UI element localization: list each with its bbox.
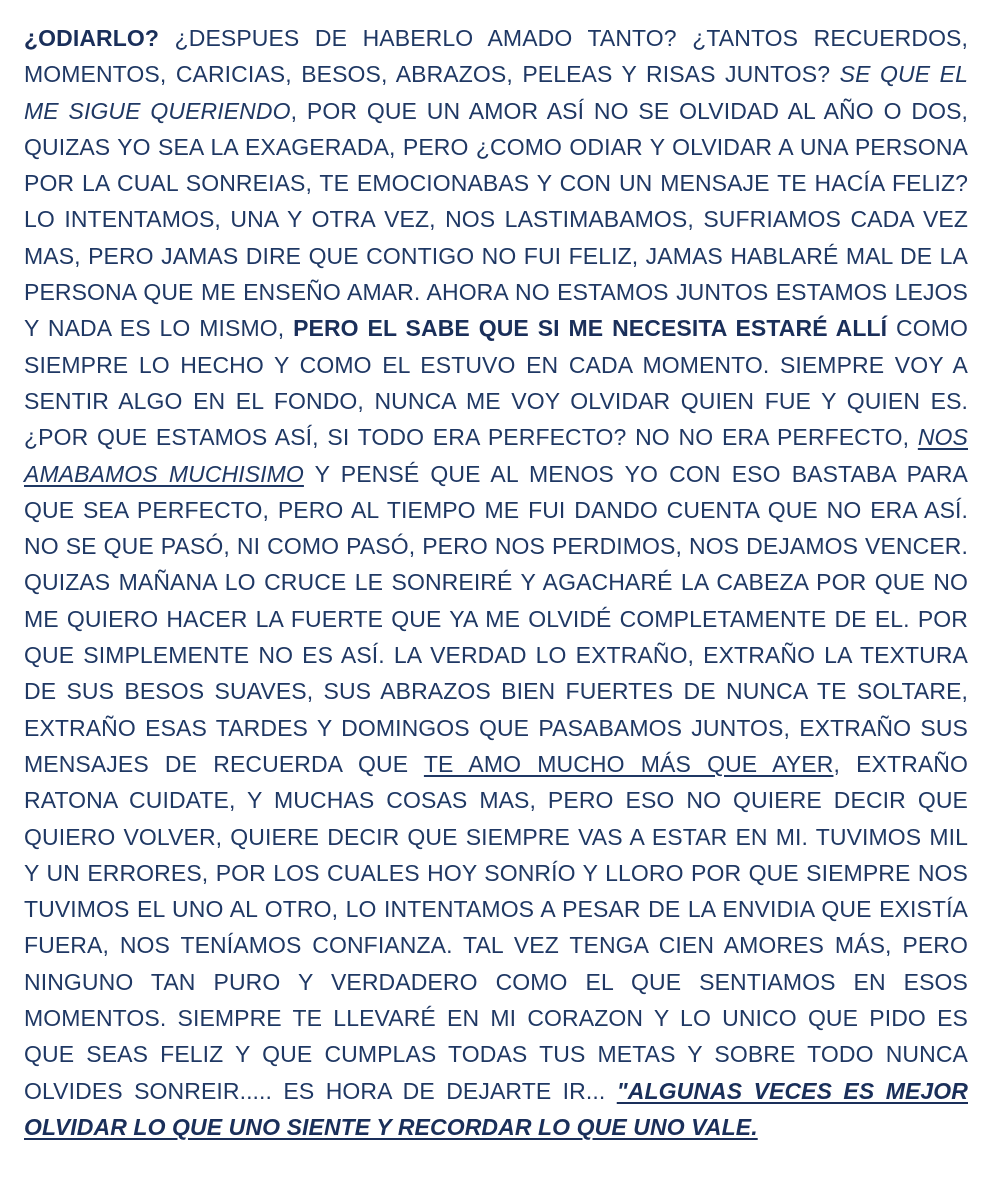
body-paragraph bbox=[24, 20, 968, 1145]
text-segment: , POR QUE UN AMOR ASÍ NO SE OLVIDAD AL AÑO O DOS, QUIZAS YO SEA LA EXAGERADA, PERO ¿COMO ODIAR Y OLVIDAR A UNA PERSONA POR LA CUAL SONREIAS, TE EMOCIONABAS Y CON UN MENSAJE TE HACÍA FELIZ? LO INTENTAMOS, UNA Y OTRA VEZ, NOS LASTIMABAMOS, SUFRIAMOS CADA VEZ MAS, PERO JAMAS DIRE QUE CONTIGO NO FUI FELIZ, JAMAS HABLARÉ MAL DE LA PERSONA QUE ME ENSEÑO AMAR. AHORA NO ESTAMOS JUNTOS ESTAMOS LEJOS Y NADA ES LO MISMO, bbox=[24, 97, 968, 342]
bold-phrase: PERO EL SABE QUE SI ME NECESITA ESTARÉ ALLÍ bbox=[293, 315, 888, 342]
text-segment: ¿DESPUES DE HABERLO AMADO TANTO? ¿TANTOS RECUERDOS, MOMENTOS, CARICIAS, BESOS, ABRAZOS, PELEAS Y RISAS JUNTOS? bbox=[24, 25, 968, 88]
document-page bbox=[24, 20, 968, 1180]
text-segment: Y PENSÉ QUE AL MENOS YO CON ESO BASTABA PARA QUE SEA PERFECTO, PERO AL TIEMPO ME FUI DANDO CUENTA QUE NO ERA ASÍ. NO SE QUE PASÓ, NI COMO PASÓ, PERO NOS PERDIMOS, NOS DEJAMOS VENCER. QUIZAS MAÑANA LO CRUCE LE SONREIRÉ Y AGACHARÉ LA CABEZA POR QUE NO ME QUIERO HACER LA FUERTE QUE YA ME OLVIDÉ COMPLETAMENTE DE EL. POR QUE SIMPLEMENTE NO ES ASÍ. LA VERDAD LO EXTRAÑO, EXTRAÑO LA TEXTURA DE SUS BESOS SUAVES, SUS ABRAZOS BIEN FUERTES DE NUNCA TE SOLTARE, EXTRAÑO ESAS TARDES Y DOMINGOS QUE PASABAMOS JUNTOS, EXTRAÑO SUS MENSAJES DE RECUERDA QUE bbox=[24, 460, 969, 777]
italic-underline-phrase: NOS AMABAMOS MUCHISIMO bbox=[24, 424, 968, 487]
closing-quote: "ALGUNAS VECES ES MEJOR OLVIDAR LO QUE UNO SIENTE Y RECORDAR LO QUE UNO VALE. bbox=[24, 1077, 968, 1140]
italic-phrase: SE QUE EL ME SIGUE QUERIENDO bbox=[24, 61, 968, 124]
opening-question: ¿ODIARLO? bbox=[24, 25, 160, 51]
underline-phrase: TE AMO MUCHO MÁS QUE AYER bbox=[423, 750, 834, 777]
text-segment: , EXTRAÑO RATONA CUIDATE, Y MUCHAS COSAS MAS, PERO ESO NO QUIERE DECIR QUE QUIERO VOLVER, QUIERE DECIR QUE SIEMPRE VAS A ESTAR EN MI. TUVIMOS MIL Y UN ERRORES, POR LOS CUALES HOY SONRÍO Y LLORO POR QUE SIEMPRE NOS TUVIMOS EL UNO AL OTRO, LO INTENTAMOS A PESAR DE LA ENVIDIA QUE EXISTÍA FUERA, NOS TENÍAMOS CONFIANZA. TAL VEZ TENGA CIEN AMORES MÁS, PERO NINGUNO TAN PURO Y VERDADERO COMO EL QUE SENTIAMOS EN ESOS MOMENTOS. SIEMPRE TE LLEVARÉ EN MI CORAZON Y LO UNICO QUE PIDO ES QUE SEAS FELIZ Y QUE CUMPLAS TODAS TUS METAS Y SOBRE TODO NUNCA OLVIDES SONREIR..... ES HORA DE DEJARTE IR... bbox=[24, 750, 968, 1104]
text-segment: COMO SIEMPRE LO HECHO Y COMO EL ESTUVO EN CADA MOMENTO. SIEMPRE VOY A SENTIR ALGO EN EL FONDO, NUNCA ME VOY OLVIDAR QUIEN FUE Y QUIEN ES. ¿POR QUE ESTAMOS ASÍ, SI TODO ERA PERFECTO? NO NO ERA PERFECTO, bbox=[24, 315, 968, 451]
